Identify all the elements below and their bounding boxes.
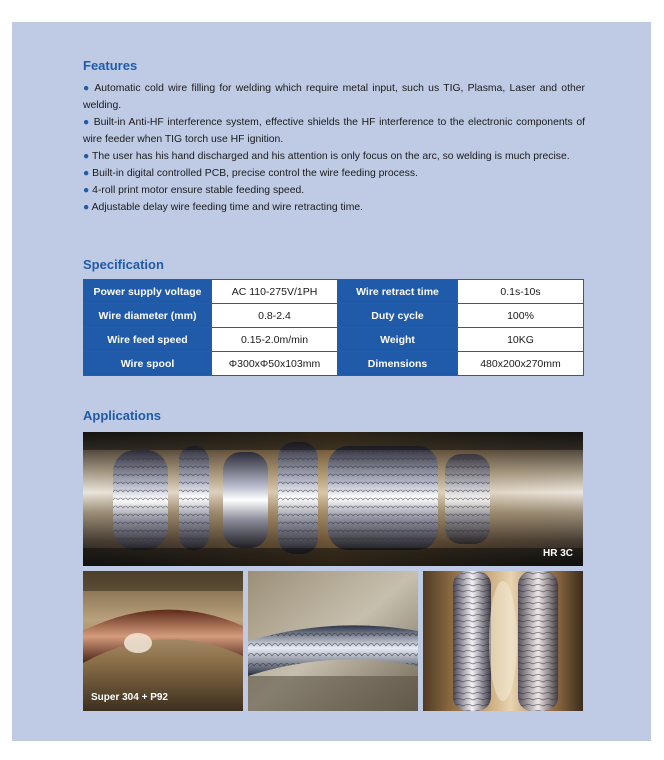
bullet-icon: ●: [83, 151, 90, 162]
spec-label: Wire spool: [84, 352, 212, 376]
spec-label: Dimensions: [338, 352, 458, 376]
spec-label: Duty cycle: [338, 304, 458, 328]
weld-seam-image: [248, 571, 418, 711]
specification-heading: Specification: [83, 257, 164, 272]
spec-value: AC 110-275V/1PH: [212, 280, 338, 304]
weld-photo-super304: [83, 571, 243, 711]
feature-item: ● 4-roll print motor ensure stable feeding speed.: [83, 185, 305, 196]
spec-label: Wire feed speed: [84, 328, 212, 352]
spec-value: 480x200x270mm: [458, 352, 584, 376]
photo-caption: Super 304 + P92: [91, 692, 168, 703]
features-heading: Features: [83, 58, 138, 73]
spec-value: 100%: [458, 304, 584, 328]
weld-vertical-image: [423, 571, 583, 711]
spec-value: 10KG: [458, 328, 584, 352]
feature-item: ● Automatic cold wire filling for welding which require metal input, such us TIG, Plasma, Laser and other welding.: [83, 83, 585, 111]
specification-table: [83, 279, 584, 376]
bullet-icon: ●: [83, 83, 91, 94]
weld-photo-vertical: [423, 571, 583, 711]
table-row: [84, 328, 584, 352]
spec-label: Wire diameter (mm): [84, 304, 212, 328]
photo-caption: HR 3C: [542, 548, 573, 559]
feature-item: ● The user has his hand discharged and his attention is only focus on the arc, so welding is much precise.: [83, 151, 570, 162]
spec-label: Power supply voltage: [84, 280, 212, 304]
bullet-icon: ●: [83, 117, 91, 128]
table-row: [84, 304, 584, 328]
feature-item: ● Built-in Anti-HF interference system, effective shields the HF interference to the electronic components of wire feeder when TIG torch use HF ignition.: [83, 117, 586, 145]
bullet-icon: ●: [83, 185, 90, 196]
spec-value: 0.8-2.4: [212, 304, 338, 328]
table-row: [84, 280, 584, 304]
feature-item: ● Adjustable delay wire feeding time and wire retracting time.: [83, 202, 364, 213]
table-row: [84, 352, 584, 376]
spec-value: 0.15-2.0m/min: [212, 328, 338, 352]
feature-item: ● Built-in digital controlled PCB, precise control the wire feeding process.: [83, 168, 418, 179]
features-list: [83, 80, 585, 216]
spec-value: 0.1s-10s: [458, 280, 584, 304]
weld-photo-hr3c: [83, 432, 583, 566]
spec-label: Weight: [338, 328, 458, 352]
applications-heading: Applications: [83, 408, 162, 423]
bullet-icon: ●: [83, 168, 90, 179]
spec-label: Wire retract time: [338, 280, 458, 304]
weld-joint-image: [83, 571, 243, 711]
weld-photo-seam: [248, 571, 418, 711]
spec-value: Φ300xΦ50x103mm: [212, 352, 338, 376]
bullet-icon: ●: [83, 202, 90, 213]
weld-pipe-image: [83, 432, 583, 566]
